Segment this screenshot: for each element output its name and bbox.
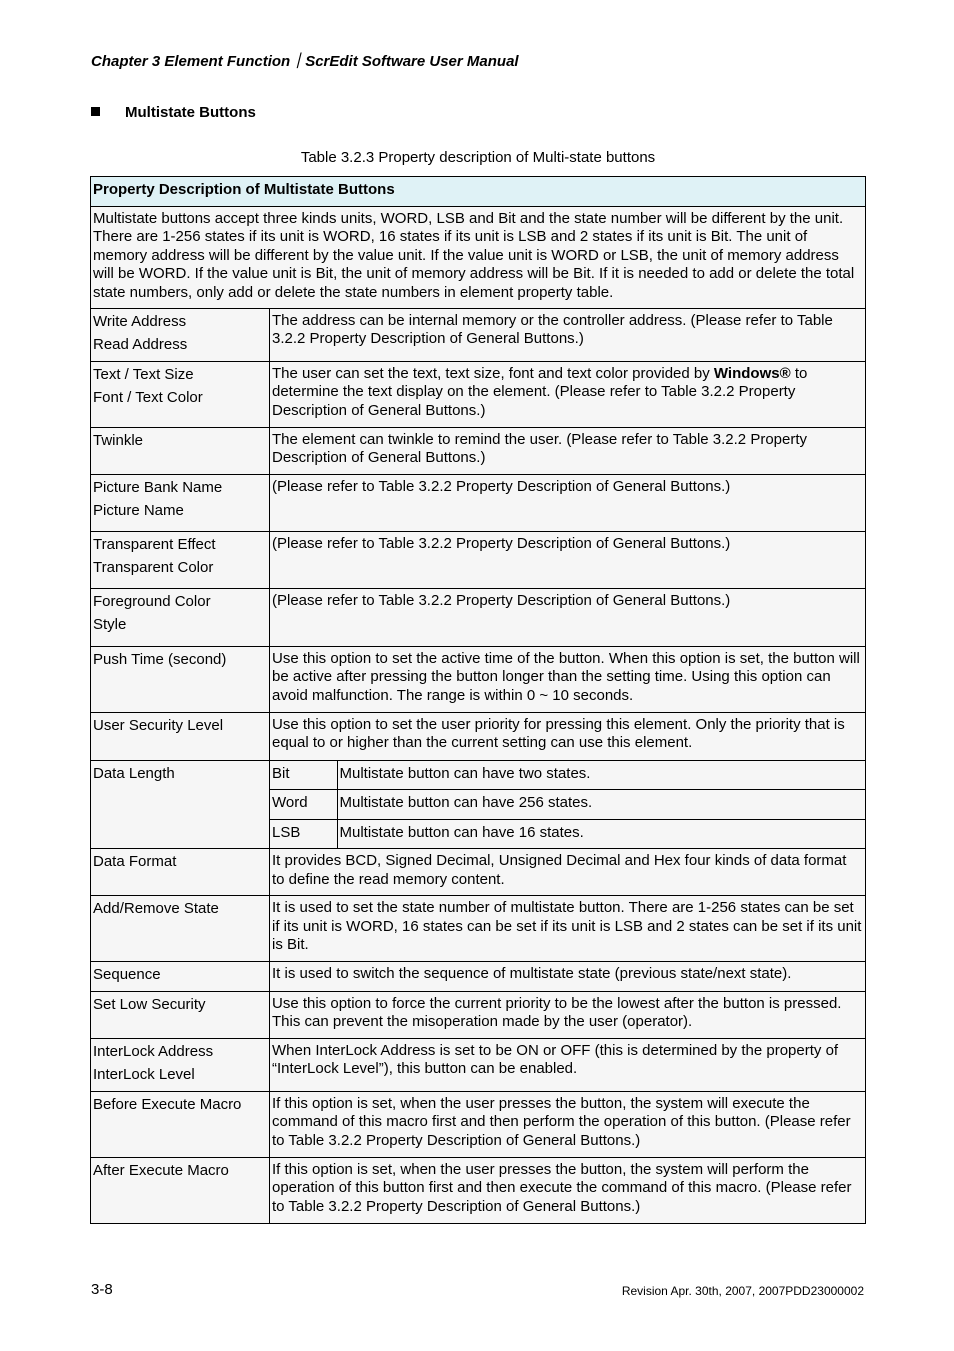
property-description: It is used to set the state number of multistate button. There are 1-256 states can be set if its unit is WORD, 16 states can be set if its unit is LSB and 2 states can be set if its unit is Bit. xyxy=(270,896,866,962)
unit-description: Multistate button can have 16 states. xyxy=(337,819,865,848)
property-name: User Security Level xyxy=(91,712,270,760)
table-row xyxy=(91,308,866,361)
table-row xyxy=(91,474,866,531)
table-row xyxy=(91,361,866,427)
subtable-row xyxy=(270,819,865,848)
property-name: Text / Text Size Font / Text Color xyxy=(91,361,270,427)
property-description: (Please refer to Table 3.2.2 Property Description of General Buttons.) xyxy=(270,474,866,531)
property-name: Write Address Read Address xyxy=(91,308,270,361)
table-row xyxy=(91,427,866,474)
data-length-subtable-cell xyxy=(270,760,866,849)
table-row xyxy=(91,531,866,588)
property-name: InterLock Address InterLock Level xyxy=(91,1038,270,1091)
table-row xyxy=(91,962,866,992)
property-name: Before Execute Macro xyxy=(91,1091,270,1157)
property-name: Foreground Color Style xyxy=(91,588,270,646)
table-row xyxy=(91,1157,866,1223)
windows-bold-text: Windows® xyxy=(713,364,791,382)
property-name: Sequence xyxy=(91,962,270,992)
section-heading xyxy=(91,104,256,121)
property-description: Use this option to set the active time of the button. When this option is set, the button will be active after pressing the button longer than the setting time. Using this option can avoid malfunction. The range is within 0 ~ 10 seconds. xyxy=(270,646,866,712)
subtable-row xyxy=(270,790,865,820)
page-number: 3-8 xyxy=(91,1281,113,1298)
property-name: Twinkle xyxy=(91,427,270,474)
unit-label: LSB xyxy=(270,819,337,848)
property-description: The element can twinkle to remind the user. (Please refer to Table 3.2.2 Property Description of General Buttons.) xyxy=(270,427,866,474)
property-description: It provides BCD, Signed Decimal, Unsigned Decimal and Hex four kinds of data format to define the read memory content. xyxy=(270,849,866,896)
property-description: Use this option to force the current priority to be the lowest after the button is pressed. This can prevent the misoperation made by the user (operator). xyxy=(270,991,866,1038)
property-name: Set Low Security xyxy=(91,991,270,1038)
property-table xyxy=(90,176,866,1224)
table-intro-row xyxy=(91,206,866,308)
table-row xyxy=(91,849,866,896)
property-description: The user can set the text, text size, font and text color provided by Windows® to determine the text display on the element. (Please refer to Table 3.2.2 Property Description of General Buttons.) xyxy=(270,361,866,427)
table-intro: Multistate buttons accept three kinds units, WORD, LSB and Bit and the state number will be different by the unit. There are 1-256 states if its unit is WORD, 16 states if its unit is LSB and 2 states if its unit is Bit. The unit of memory address will be different by the value unit. If the value unit is WORD or LSB, the unit of memory address will be WORD. If the value unit is Bit, the unit of memory address will be Bit. If it is needed to add or delete the total state numbers, only add or delete the state numbers in element property table. xyxy=(91,206,866,308)
property-name: Add/Remove State xyxy=(91,896,270,962)
property-description: If this option is set, when the user presses the button, the system will perform the operation of this button first and then execute the command of this macro. (Please refer to Table 3.2.2 Property Description of General Buttons.) xyxy=(270,1157,866,1223)
table-row xyxy=(91,1091,866,1157)
property-description: (Please refer to Table 3.2.2 Property Description of General Buttons.) xyxy=(270,531,866,588)
property-name: After Execute Macro xyxy=(91,1157,270,1223)
data-length-subtable xyxy=(270,761,865,849)
property-description: When InterLock Address is set to be ON or OFF (this is determined by the property of “InterLock Level”), this button can be enabled. xyxy=(270,1038,866,1091)
table-title-row xyxy=(91,177,866,207)
table-row xyxy=(91,712,866,760)
unit-description: Multistate button can have two states. xyxy=(337,761,865,790)
property-name: Push Time (second) xyxy=(91,646,270,712)
unit-label: Bit xyxy=(270,761,337,790)
revision-info: Revision Apr. 30th, 2007, 2007PDD23000002 xyxy=(621,1284,864,1298)
property-description: Use this option to set the user priority for pressing this element. Only the priority that is equal to or higher than the current setting can use this element. xyxy=(270,712,866,760)
section-title: Multistate Buttons xyxy=(125,104,256,121)
property-description: (Please refer to Table 3.2.2 Property Description of General Buttons.) xyxy=(270,588,866,646)
property-name: Transparent Effect Transparent Color xyxy=(91,531,270,588)
property-name: Picture Bank Name Picture Name xyxy=(91,474,270,531)
unit-label: Word xyxy=(270,790,337,820)
table-row xyxy=(91,646,866,712)
table-title: Property Description of Multistate Buttons xyxy=(91,177,866,207)
property-description: If this option is set, when the user presses the button, the system will execute the command of this macro first and then perform the operation of this button. (Please refer to Table 3.2.2 Property Description of General Buttons.) xyxy=(270,1091,866,1157)
property-name: Data Format xyxy=(91,849,270,896)
square-bullet-icon xyxy=(91,107,100,116)
table-caption: Table 3.2.3 Property description of Multi-state buttons xyxy=(300,149,656,166)
subtable-row xyxy=(270,761,865,790)
table-row xyxy=(91,1038,866,1091)
page-header: Chapter 3 Element Function｜ScrEdit Software User Manual xyxy=(91,53,519,70)
property-description: It is used to switch the sequence of multistate state (previous state/next state). xyxy=(270,962,866,992)
table-row xyxy=(91,896,866,962)
unit-description: Multistate button can have 256 states. xyxy=(337,790,865,820)
property-description: The address can be internal memory or the controller address. (Please refer to Table 3.2.2 Property Description of General Buttons.) xyxy=(270,308,866,361)
table-row xyxy=(91,588,866,646)
property-name: Data Length xyxy=(91,760,270,849)
table-row xyxy=(91,991,866,1038)
table-row xyxy=(91,760,866,849)
